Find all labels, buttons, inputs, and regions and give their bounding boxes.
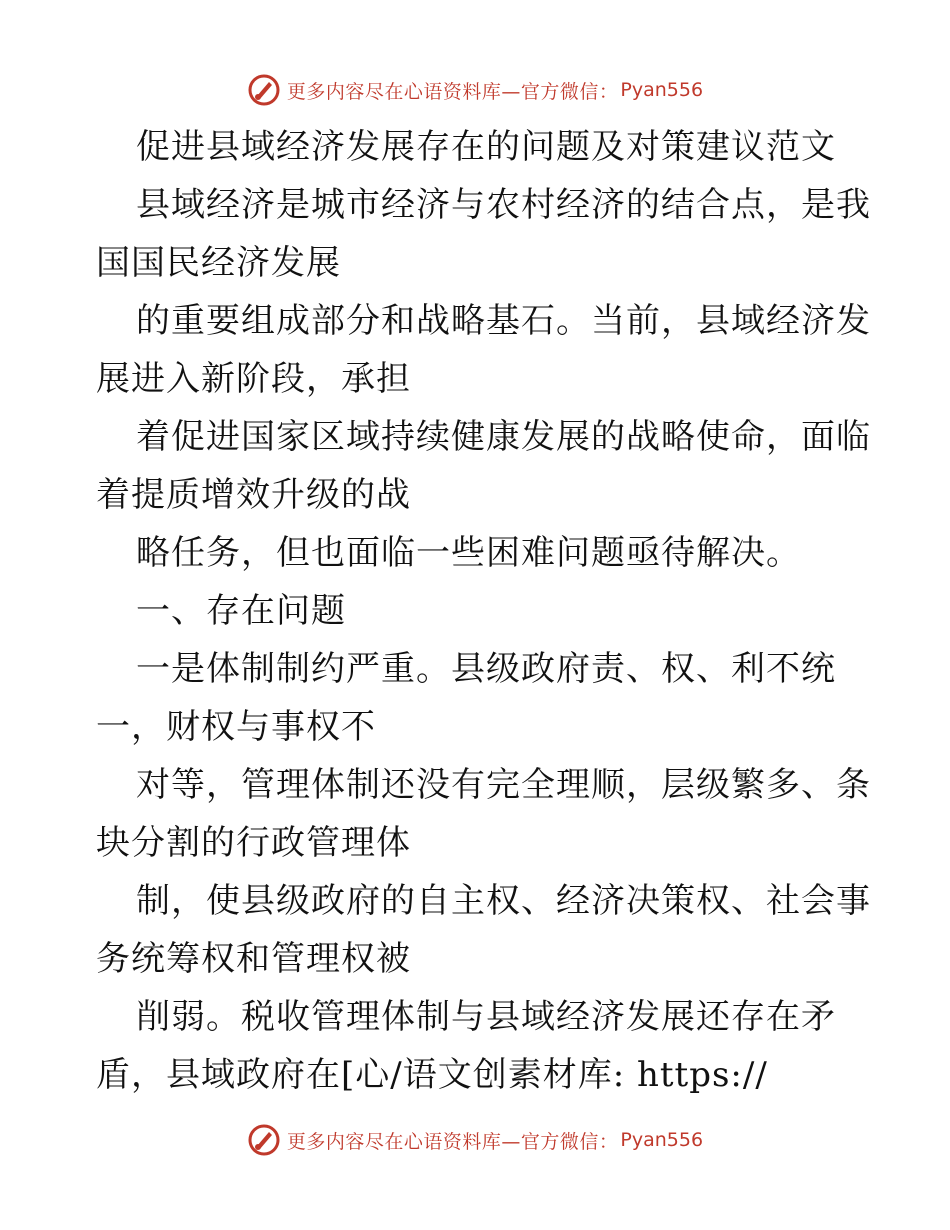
text-line: 制，使县级政府的自主权、经济决策权、社会事: [136, 881, 871, 921]
text-line: 着提质增效升级的战: [96, 475, 411, 515]
text-line: 一是体制制约严重。县级政府责、权、利不统: [136, 649, 836, 689]
section-heading: 一、存在问题: [136, 591, 346, 631]
text-line: 展进入新阶段，承担: [96, 359, 411, 399]
text-line: 着促进国家区域持续健康发展的战略使命，面临: [136, 417, 871, 457]
text-line: 削弱。税收管理体制与县域经济发展还存在矛: [136, 997, 836, 1037]
logo-icon: [247, 1123, 281, 1157]
watermark-banner-bottom: [0, 1118, 950, 1162]
text-line: 略任务，但也面临一些困难问题亟待解决。: [136, 533, 801, 573]
document-body: [96, 118, 871, 1104]
document-title: 促进县域经济发展存在的问题及对策建议范文: [136, 127, 836, 167]
watermark-id: Pyan556: [620, 1129, 704, 1151]
text-line: 的重要组成部分和战略基石。当前，县域经济发: [136, 301, 871, 341]
watermark-banner-top: [0, 68, 950, 112]
text-line: 对等，管理体制还没有完全理顺，层级繁多、条: [136, 765, 871, 805]
text-line: 县域经济是城市经济与农村经济的结合点，是我: [136, 185, 871, 225]
watermark-text: 更多内容尽在心语资料库—官方微信：: [286, 1130, 619, 1153]
text-line: 务统筹权和管理权被: [96, 939, 411, 979]
text-line: 块分割的行政管理体: [96, 823, 411, 863]
logo-icon: [247, 73, 281, 107]
text-line: 国国民经济发展: [96, 243, 341, 283]
text-line: 盾，县域政府在[心/语文创素材库: https://: [96, 1055, 768, 1095]
text-line: 一，财权与事权不: [96, 707, 376, 747]
watermark-id: Pyan556: [620, 79, 704, 101]
watermark-text: 更多内容尽在心语资料库—官方微信：: [286, 80, 619, 103]
